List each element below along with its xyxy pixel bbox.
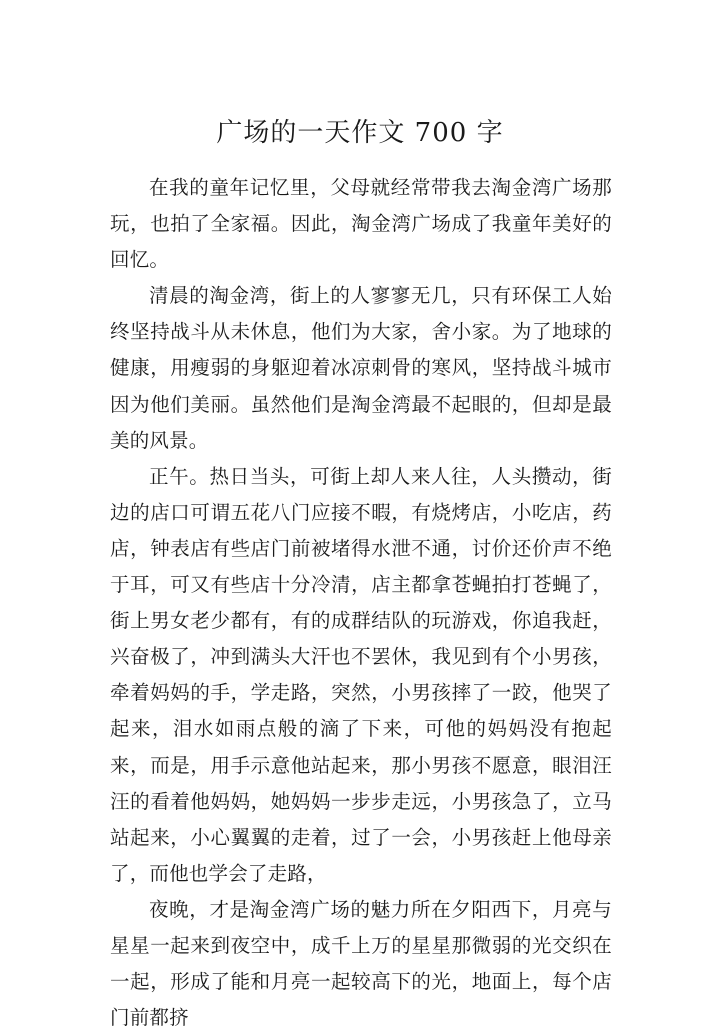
document-title: 广场的一天作文 700 字 (216, 118, 504, 148)
paragraph-noon: 正午。热日当头，可街上却人来人往，人头攒动，街边的店口可谓五花八门应接不暇，有烧烤店，小吃店，药店，钟表店有些店门前被堵得水泄不通，讨价还价声不绝于耳，可又有些店十分冷清，店主都拿苍蝇拍打苍蝇了，街上男女老少都有，有的成群结队的玩游戏，你追我赶，兴奋极了，冲到满头大汗也不罢休，我见到有个小男孩，牵着妈妈的手，学走路，突然，小男孩摔了一跤，他哭了起来，泪水如雨点般的滴了下来，可他的妈妈没有抱起来，而是，用手示意他站起来，那小男孩不愿意，眼泪汪汪的看着他妈妈，她妈妈一步步走远，小男孩急了，立马站起来，小心翼翼的走着，过了一会，小男孩赶上他母亲了，而他也学会了走路， (110, 464, 612, 885)
paragraph-morning: 清晨的淘金湾，街上的人寥寥无几，只有环保工人始终坚持战斗从未休息，他们为大家，舍小家。为了地球的健康，用瘦弱的身躯迎着冰凉刺骨的寒风，坚持战斗城市因为他们美丽。虽然他们是淘金湾最不起眼的，但却是最美的风景。 (110, 284, 612, 452)
paragraph-evening: 夜晚，才是淘金湾广场的魅力所在夕阳西下，月亮与星星一起来到夜空中，成千上万的星星那微弱的光交织在一起，形成了能和月亮一起较高下的光，地面上，每个店门前都挤 (110, 897, 612, 1030)
paragraph-childhood-memory: 在我的童年记忆里，父母就经常带我去淘金湾广场那玩，也拍了全家福。因此，淘金湾广场成了我童年美好的回忆。 (110, 176, 612, 272)
document-body (110, 170, 612, 1036)
